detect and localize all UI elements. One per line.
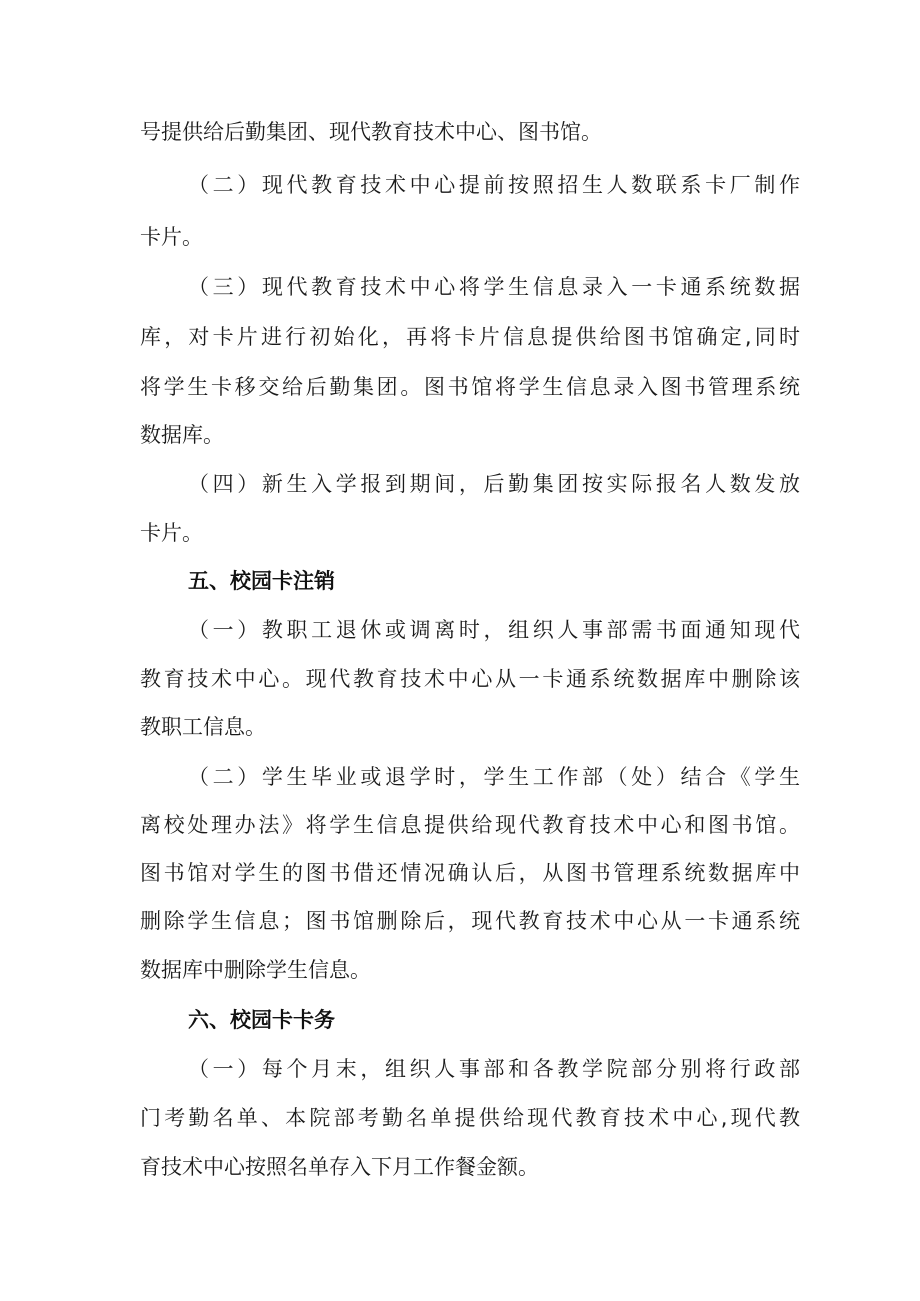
text-line: 图书馆对学生的图书借还情况确认后，从图书管理系统数据库中 [140,861,800,885]
text-line: （一）每个月末，组织人事部和各教学院部分别将行政部 [188,1057,800,1081]
text-line: （二）现代教育技术中心提前按照招生人数联系卡厂制作 [188,173,800,197]
section-heading: 五、校园卡注销 [188,569,335,593]
text-line: （三）现代教育技术中心将学生信息录入一卡通系统数据 [188,275,800,299]
text-line: 卡片。 [140,521,203,545]
text-line: 育技术中心按照名单存入下月工作餐金额。 [140,1155,539,1179]
text-line: 门考勤名单、本院部考勤名单提供给现代教育技术中心,现代教 [140,1106,800,1130]
text-line: 库，对卡片进行初始化，再将卡片信息提供给图书馆确定,同时 [140,325,800,349]
section-heading: 六、校园卡卡务 [188,1008,335,1032]
text-line: 删除学生信息；图书馆删除后，现代教育技术中心从一卡通系统 [140,909,800,933]
text-line: （四）新生入学报到期间，后勤集团按实际报名人数发放 [188,472,800,496]
text-line: 号提供给后勤集团、现代教育技术中心、图书馆。 [140,120,602,144]
text-line: 数据库中删除学生信息。 [140,958,371,982]
text-line: 将学生卡移交给后勤集团。图书馆将学生信息录入图书管理系统 [140,375,800,399]
text-line: 教育技术中心。现代教育技术中心从一卡通系统数据库中删除该 [140,667,800,691]
text-line: 卡片。 [140,225,203,249]
text-line: （一）教职工退休或调离时，组织人事部需书面通知现代 [188,618,800,642]
text-line: （二）学生毕业或退学时，学生工作部（处）结合《学生 [188,765,800,789]
text-line: 教职工信息。 [140,715,266,739]
text-line: 离校处理办法》将学生信息提供给现代教育技术中心和图书馆。 [140,813,800,837]
text-line: 数据库。 [140,423,224,447]
